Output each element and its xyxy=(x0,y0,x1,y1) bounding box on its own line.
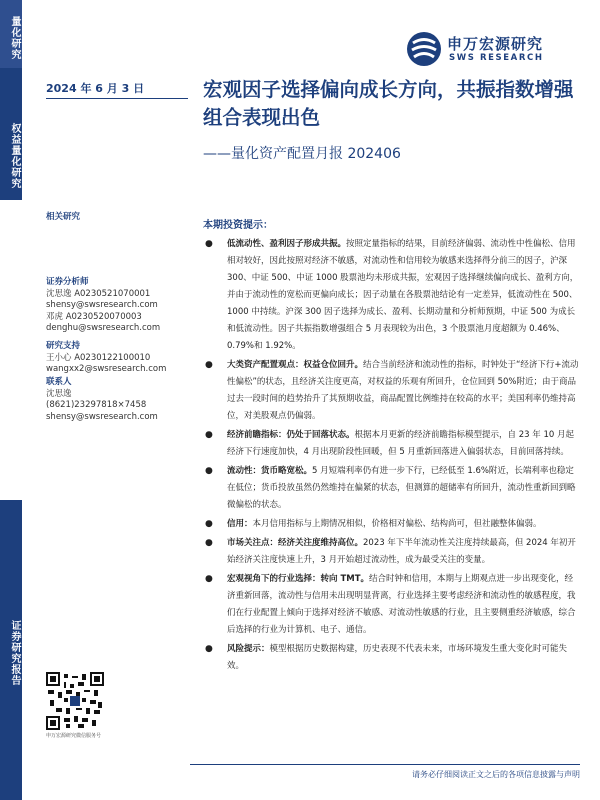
bullet-text: 2023 年下半年流动性关注度持续最高，但 2024 年初开始经济关注度快速上升，3 月开始超过流动性，成为最受关注的变量。 xyxy=(227,538,576,565)
logo-english-name: SWS RESEARCH xyxy=(449,53,544,63)
bullet-text: 5 月短端利率仍有进一步下行，已经低至 1.6%附近，长端利率也稳定在低位；货币投放虽然仍然维持在偏紧的状态，但测算的超储率有所回升，流动性重新回到略微偏松的状态。 xyxy=(227,466,576,510)
bullet-text: 模型根据历史数据构建，历史表现不代表未来，市场环境发生重大变化时可能失效。 xyxy=(227,644,568,671)
contact-line: 沈思逸 xyxy=(46,388,72,399)
sidebar-middle-label: 权益量化研究 xyxy=(0,68,22,200)
logo-chinese-name: 申万宏源研究 xyxy=(447,35,544,53)
sidebar-bottom-label: 证券研究报告 xyxy=(0,500,22,800)
report-subtitle: ——量化资产配置月报 202406 xyxy=(203,146,401,162)
bullet-lead: 大类资产配置观点：权益仓位回升。 xyxy=(227,360,364,370)
bullet-dot-icon: ● xyxy=(205,538,213,548)
support-line[interactable]: wangxx2@swsresearch.com xyxy=(46,364,167,374)
summary-bullet xyxy=(203,236,579,355)
footer-disclaimer: 请务必仔细阅读正文之后的各项信息披露与声明 xyxy=(412,770,580,779)
contact-block xyxy=(46,377,158,423)
analysts-block xyxy=(46,277,160,335)
qr-caption: 申万宏源研究微信服务号 xyxy=(46,733,102,739)
bullet-lead: 低流动性、盈利因子形成共振。 xyxy=(227,239,347,249)
bullet-dot-icon: ● xyxy=(205,644,213,654)
analyst-line[interactable]: shensy@swsresearch.com xyxy=(46,300,158,310)
contact-line[interactable]: shensy@swsresearch.com xyxy=(46,411,158,422)
bullet-dot-icon: ● xyxy=(205,519,213,529)
bullet-dot-icon: ● xyxy=(205,430,213,440)
bullet-lead: 经济前瞻指标：仍处于回落状态。 xyxy=(227,430,355,440)
bullet-lead: 风险提示： xyxy=(227,644,270,654)
bullet-lead: 流动性：货币略宽松。 xyxy=(227,466,313,476)
summary-bullet xyxy=(203,427,579,461)
related-research-heading: 相关研究 xyxy=(46,212,81,222)
summary-bullet xyxy=(203,535,579,569)
summary-bullet xyxy=(203,641,579,675)
qr-code-icon[interactable] xyxy=(46,672,104,730)
contact-heading: 联系人 xyxy=(46,377,72,387)
report-date: 2024 年 6 月 3 日 xyxy=(46,82,145,95)
bullet-text: 本月信用指标与上期情况相似，价格相对偏松、结构尚可，但社融整体偏弱。 xyxy=(252,519,542,529)
bullet-lead: 信用： xyxy=(227,519,253,529)
sidebar-blank xyxy=(0,200,22,500)
bullet-text: 根据本月更新的经济前瞻指标模型提示，自 23 年 10 月起经济下行速度加快，4 月出现阶段性回暖，但 5 月重新回落进入偏弱状态，目前回落持续。 xyxy=(227,430,574,457)
summary-bullet xyxy=(203,571,579,639)
support-heading: 研究支持 xyxy=(46,341,81,351)
bullet-text: 结合时钟和信用，本期与上期观点进一步出现变化，经济重新回落，流动性与信用未出现明显背离，行业选择主要考虑经济和流动性的敏感程度，我们在行业配置上倾向于选择对经济不敏感、对流动性敏感的行业，且主要侧重经济敏感，综合后选择的行业为计算机、电子、通信。 xyxy=(227,574,576,635)
bullet-text: 按照定量指标的结果，目前经济偏弱、流动性中性偏松、信用相对较好，因此按照对经济不敏感，对流动性和信用较为敏感来选择得分前三的因子，沪深 300、中证 500、中证 1000 股票池均未形成共振，宏观因子选择继续偏向成长、盈利方向，并由于流动性的宽松而更偏向成长；因子动量在各股票池结论有一定差异，低流动性在 500、1000 中持续。沪深 300 因子选择为成长、盈利、长期动量和分析师预期，中证 500 为成长和低流动性。因子共振指数增强组合 5 月表现较为出色，3 个股票池月度超额为 0.46%、0.79%和 1.92%。 xyxy=(227,239,579,351)
analyst-line: 邓虎 A0230520070003 xyxy=(46,311,142,322)
bullet-dot-icon: ● xyxy=(205,466,213,476)
summary-bullets xyxy=(203,236,579,677)
bullet-dot-icon: ● xyxy=(205,239,213,249)
report-title: 宏观因子选择偏向成长方向，共振指数增强组合表现出色 xyxy=(203,78,574,129)
sws-logo-icon xyxy=(405,30,443,68)
bullet-dot-icon: ● xyxy=(205,574,213,584)
sws-logo xyxy=(405,30,575,70)
analyst-line: 沈思逸 A0230521070001 xyxy=(46,288,151,299)
summary-title: 本期投资提示： xyxy=(203,220,273,231)
bullet-lead: 市场关注点：经济关注度维持高位。 xyxy=(227,538,364,548)
bullet-lead: 宏观视角下的行业选择：转向 TMT。 xyxy=(227,574,370,584)
sidebar-top-label: 量化研究 xyxy=(0,0,22,68)
footer-divider xyxy=(190,764,580,765)
summary-bullet xyxy=(203,463,579,514)
analysts-heading: 证券分析师 xyxy=(46,277,89,287)
summary-bullet xyxy=(203,357,579,425)
support-block xyxy=(46,341,166,376)
bullet-dot-icon: ● xyxy=(205,360,213,370)
analyst-line[interactable]: denghu@swsresearch.com xyxy=(46,323,161,333)
left-sidebar xyxy=(0,0,22,800)
bullet-text: 结合当前经济和流动性的指标，时钟处于“经济下行+流动性偏松”的状态，且经济关注度更高，对权益的乐观有所回升，仓位回到 50%附近；由于商品过去一段时间的趋势抬升了其预期收益，商品配置比例维持在较高的水平；美国利率仍维持高位，对美股观点仍偏弱。 xyxy=(227,360,579,421)
date-divider xyxy=(46,98,188,99)
contact-line: (8621)23297818×7458 xyxy=(46,400,147,410)
summary-bullet xyxy=(203,516,579,533)
support-line: 王小心 A0230122100010 xyxy=(46,352,151,363)
